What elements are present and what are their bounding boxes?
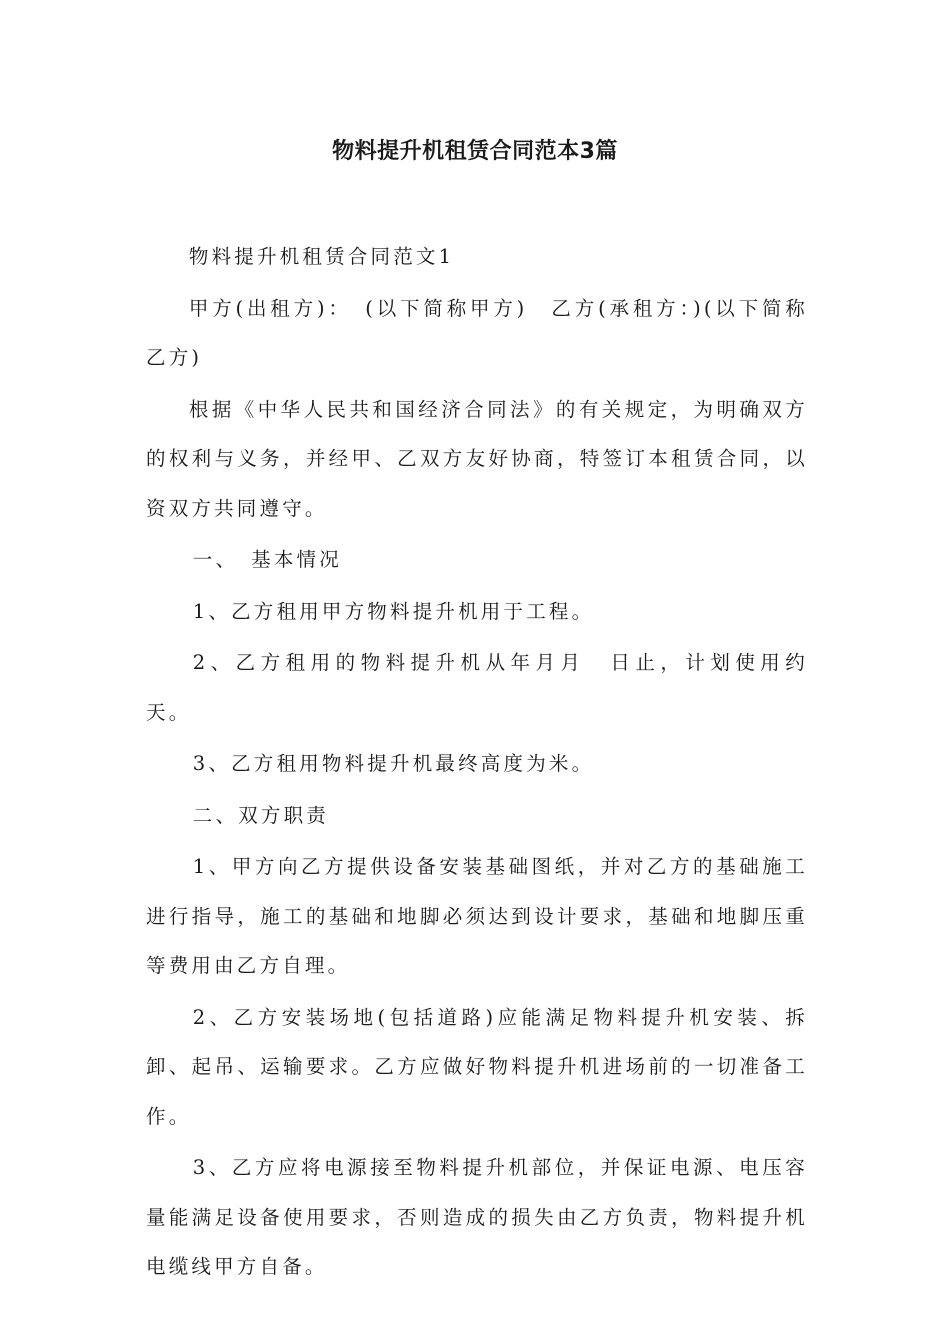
section-heading-basic-info: 一、 基本情况 (192, 548, 342, 571)
list-item-basic-3: 3、乙方租用物料提升机最终高度为米。 (192, 752, 595, 775)
paragraph-legal-basis: 根据《中华人民共和国经济合同法》的有关规定，为明确双方的权利与义务，并经甲、乙双方友好协商，特签订本租赁合同，以资双方共同遵守。 (146, 397, 808, 520)
paragraph-contract-heading: 物料提升机租赁合同范文1 (188, 245, 455, 268)
list-item-duty-2: 2、乙方安装场地(包括道路)应能满足物料提升机安装、拆卸、起吊、运输要求。乙方应做好物料提升机进场前的一切准备工作。 (146, 1005, 808, 1128)
document-title: 物料提升机租赁合同范本3篇 (332, 139, 618, 164)
paragraph-parties: 甲方(出租方)： (以下简称甲方) 乙方(承租方：)(以下简称乙方) (146, 296, 808, 369)
list-item-duty-3: 3、乙方应将电源接至物料提升机部位，并保证电源、电压容量能满足设备使用要求，否则造成的损失由乙方负责，物料提升机电缆线甲方自备。 (146, 1156, 808, 1278)
list-item-basic-2: 2、乙方租用的物料提升机从年月月 日止，计划使用约 天。 (146, 651, 831, 724)
document-body (146, 232, 831, 1294)
section-heading-duties: 二、双方职责 (192, 803, 329, 827)
list-item-basic-1: 1、乙方租用甲方物料提升机用于工程。 (192, 599, 595, 623)
list-item-duty-1: 1、甲方向乙方提供设备安装基础图纸，并对乙方的基础施工进行指导，施工的基础和地脚必须达到设计要求，基础和地脚压重等费用由乙方自理。 (146, 855, 808, 977)
